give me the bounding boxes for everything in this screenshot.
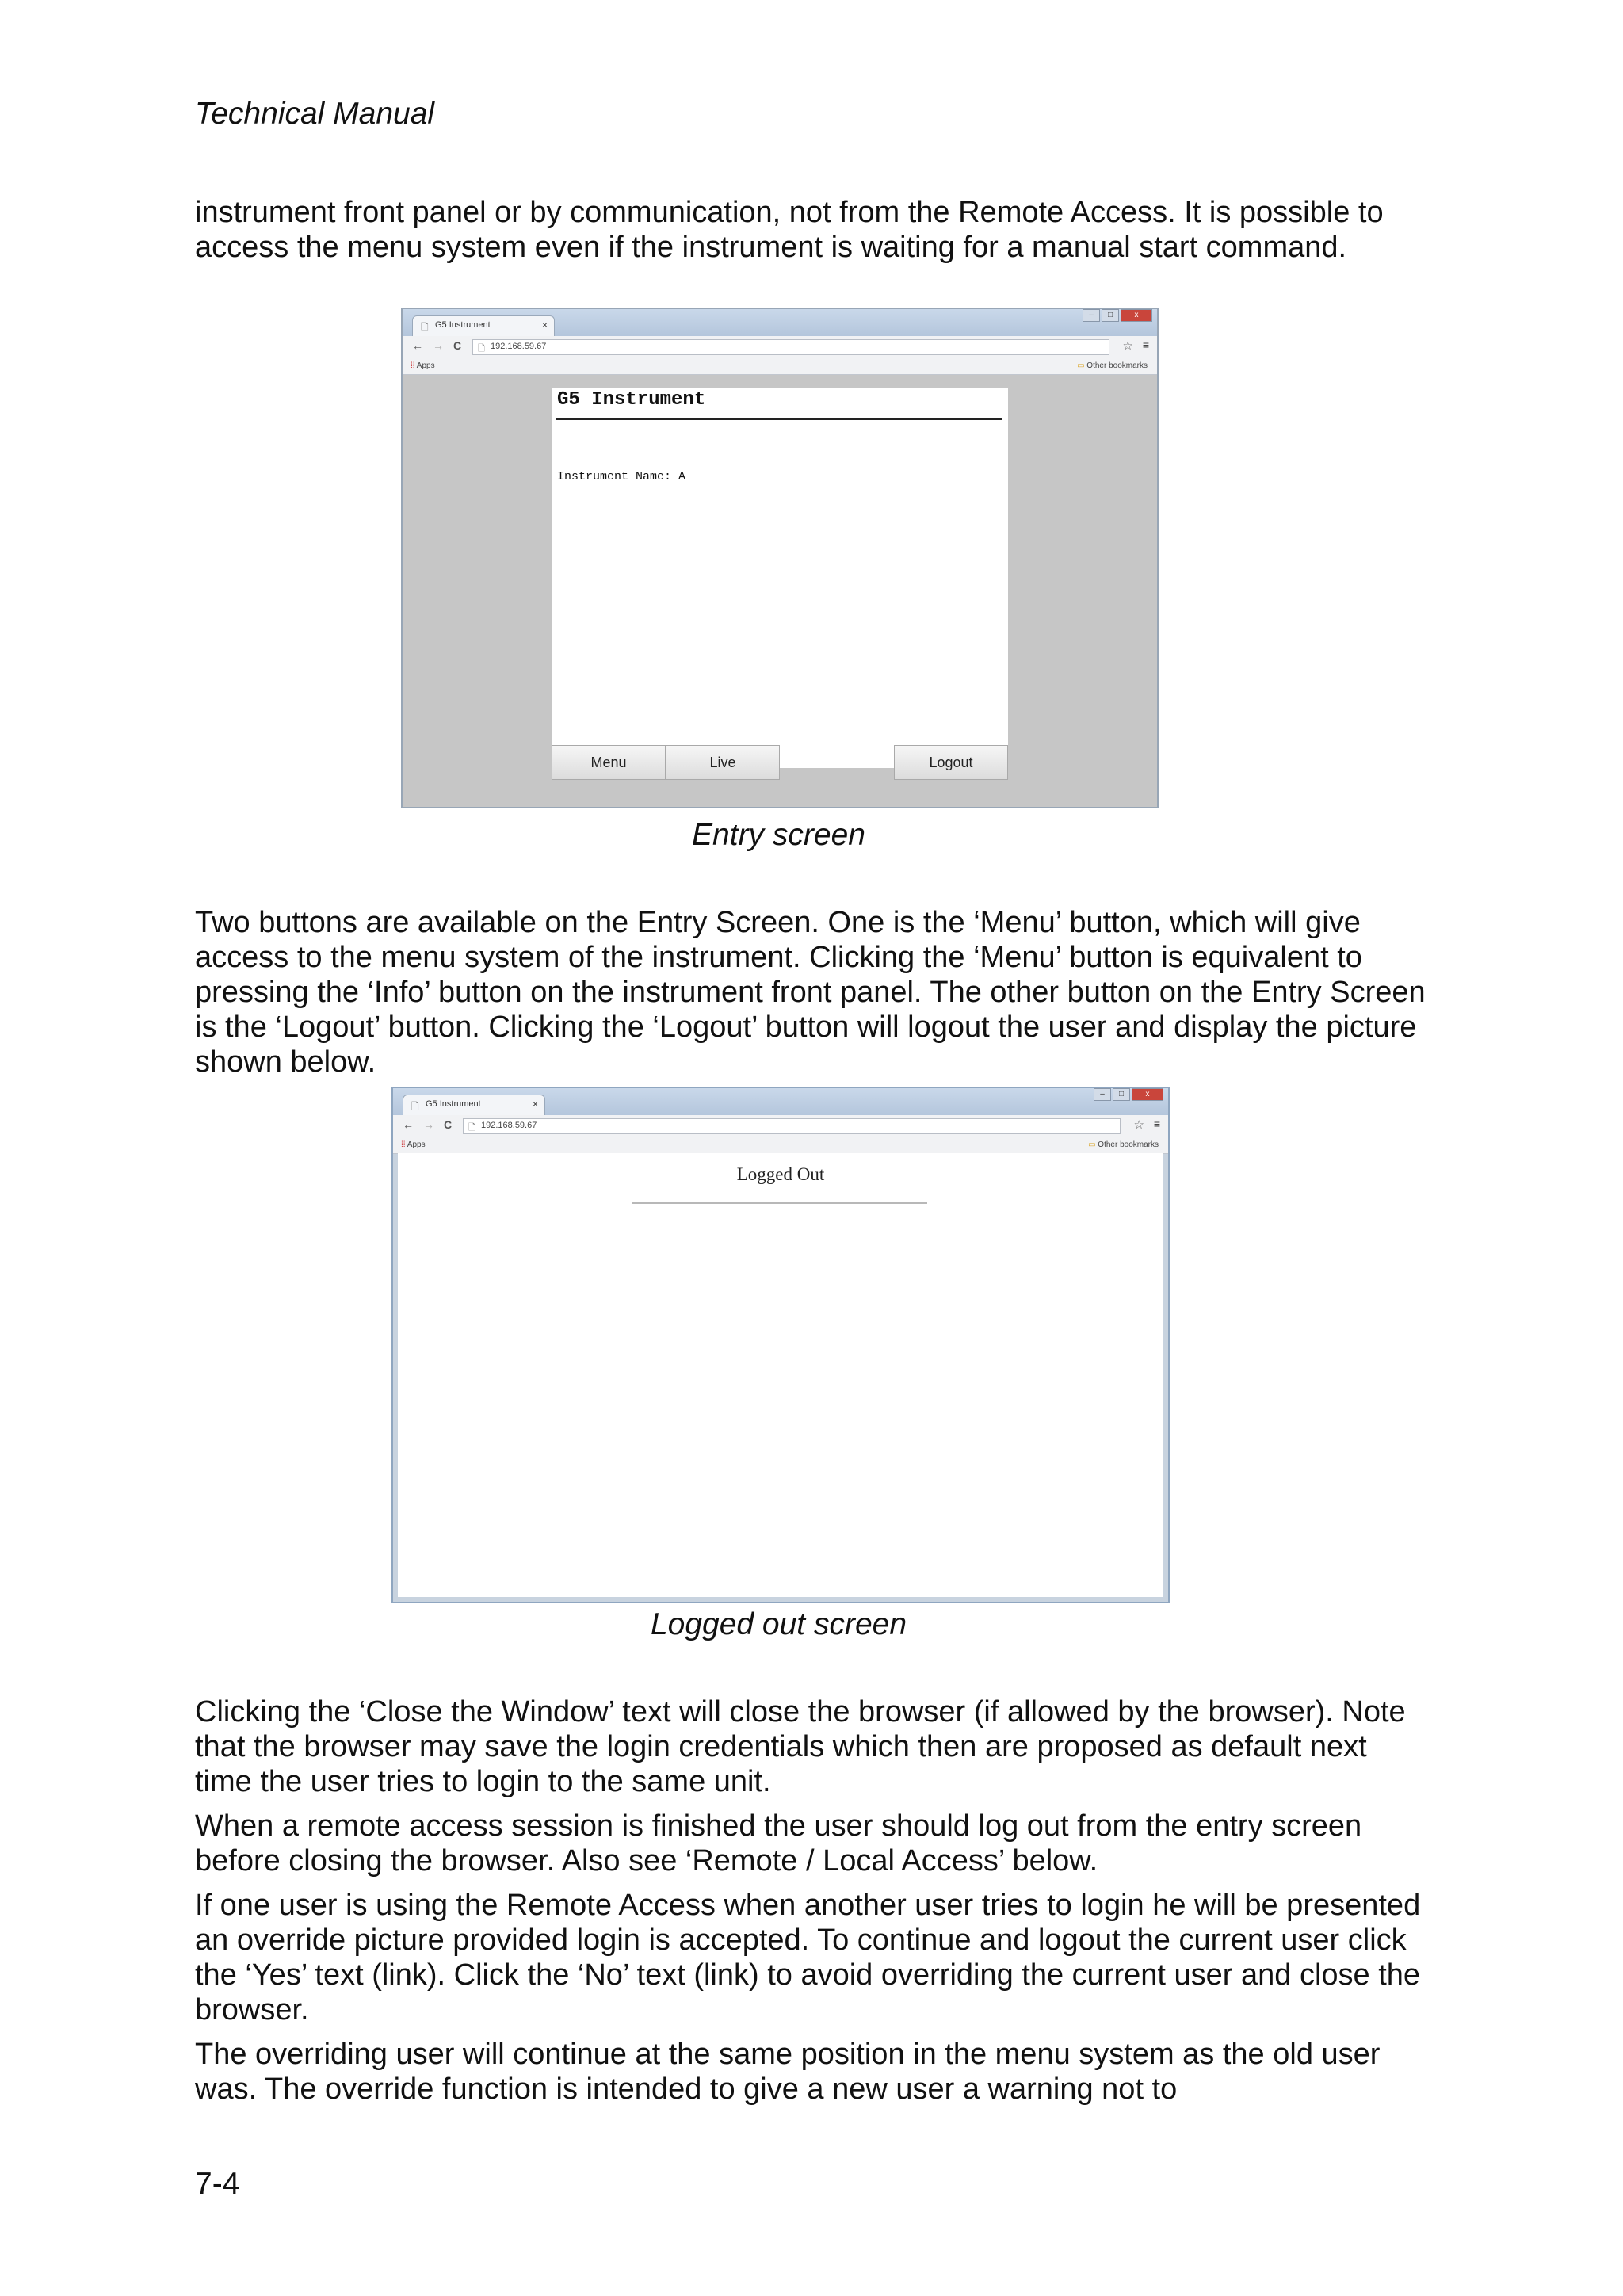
close-tab-icon[interactable]: × xyxy=(541,319,548,330)
entry-screen-screenshot xyxy=(401,308,1159,808)
browser-title-bar xyxy=(393,1088,1168,1115)
back-arrow-icon[interactable]: ← xyxy=(412,339,423,352)
browser-toolbar xyxy=(403,336,1157,359)
apps-label: Apps xyxy=(407,1140,426,1149)
paragraph-1: instrument front panel or by communication, not from the Remote Access. It is possible to access the menu system even if the instrument is waiting for a manual start command. xyxy=(195,196,1384,264)
address-url: 192.168.59.67 xyxy=(481,1121,537,1130)
page-number: 7-4 xyxy=(195,2167,240,2201)
browser-tab[interactable] xyxy=(412,315,555,336)
close-window-icon[interactable]: x xyxy=(1121,309,1152,322)
address-bar[interactable] xyxy=(472,339,1109,355)
browser-viewport xyxy=(403,375,1157,807)
live-button[interactable]: Live xyxy=(666,745,780,780)
browser-menu-icon[interactable]: ≡ xyxy=(1142,338,1149,351)
folder-icon: ▭ xyxy=(1088,1140,1096,1149)
back-arrow-icon[interactable]: ← xyxy=(403,1118,414,1131)
close-tab-icon[interactable]: × xyxy=(532,1098,538,1110)
window-controls xyxy=(1094,1088,1163,1102)
browser-menu-icon[interactable]: ≡ xyxy=(1153,1117,1160,1130)
forward-arrow-icon[interactable]: → xyxy=(423,1118,434,1131)
title-divider xyxy=(556,418,1002,420)
browser-viewport xyxy=(398,1153,1163,1597)
other-bookmarks-label: Other bookmarks xyxy=(1098,1140,1159,1149)
apps-icon: ⁞⁞ xyxy=(411,361,415,370)
logged-out-divider xyxy=(632,1202,927,1204)
menu-button[interactable]: Menu xyxy=(552,745,666,780)
browser-title-bar xyxy=(403,309,1157,336)
instrument-title: G5 Instrument xyxy=(557,389,706,411)
bookmark-star-icon[interactable]: ☆ xyxy=(1133,1118,1144,1132)
document-icon: 🗋 xyxy=(411,1101,419,1112)
apps-shortcut[interactable] xyxy=(411,361,435,370)
browser-toolbar xyxy=(393,1115,1168,1138)
maximize-icon[interactable]: □ xyxy=(1113,1088,1130,1101)
bookmarks-bar xyxy=(403,358,1157,375)
bookmarks-bar xyxy=(393,1137,1168,1154)
paragraph-6: The overriding user will continue at the same position in the menu system as the old user was. The override function is intended to give a new user a warning not to xyxy=(195,2038,1381,2106)
other-bookmarks-label: Other bookmarks xyxy=(1086,361,1148,370)
paragraph-4: When a remote access session is finished the user should log out from the entry screen before closing the browser. Also see ‘Remote / Local Access’ below. xyxy=(195,1809,1362,1878)
address-url: 192.168.59.67 xyxy=(491,342,547,351)
paragraph-2: Two buttons are available on the Entry Screen. One is the ‘Menu’ button, which will give access to the menu system of the instrument. Clicking the ‘Menu’ button is equivalent to pressing the ‘Info’ button on the instrument front panel. The other button on the Entry Screen is the ‘Logout’ button. Clicking the ‘Logout’ button will logout the user and display the picture shown below. xyxy=(195,906,1426,1079)
page-icon: 🗋 xyxy=(468,1123,475,1133)
logout-button[interactable]: Logout xyxy=(894,745,1008,780)
paragraph-3: Clicking the ‘Close the Window’ text will close the browser (if allowed by the browser). Note that the browser may save the login credentials which then are proposed as default next time the user tries to login to the same unit. xyxy=(195,1695,1406,1798)
browser-tab-title: G5 Instrument xyxy=(435,320,491,330)
reload-icon[interactable]: C xyxy=(453,339,462,352)
entry-screen-caption: Entry screen xyxy=(692,818,865,852)
logged-out-caption: Logged out screen xyxy=(650,1607,907,1641)
close-window-icon[interactable]: x xyxy=(1132,1088,1163,1101)
folder-icon: ▭ xyxy=(1077,361,1085,370)
address-bar[interactable] xyxy=(463,1118,1121,1134)
bookmark-star-icon[interactable]: ☆ xyxy=(1122,339,1133,353)
apps-shortcut[interactable] xyxy=(401,1140,426,1149)
browser-tab-title: G5 Instrument xyxy=(426,1099,481,1109)
paragraph-5: If one user is using the Remote Access when another user tries to login he will be presented an override picture provided login is accepted. To continue and logout the current user click the ‘Yes’ text (link). Click the ‘No’ text (link) to avoid overriding the current user and close the browser. xyxy=(195,1889,1421,2027)
running-header: Technical Manual xyxy=(195,97,435,131)
other-bookmarks[interactable] xyxy=(1088,1140,1159,1149)
browser-tab[interactable] xyxy=(403,1095,545,1115)
logged-out-title: Logged Out xyxy=(736,1164,825,1184)
apps-icon: ⁞⁞ xyxy=(401,1140,406,1149)
other-bookmarks[interactable] xyxy=(1077,361,1148,370)
instrument-name-text: Instrument Name: A xyxy=(557,470,686,483)
apps-label: Apps xyxy=(416,361,435,370)
page-icon: 🗋 xyxy=(478,344,485,353)
instrument-panel xyxy=(552,388,1008,768)
document-icon: 🗋 xyxy=(421,322,429,333)
minimize-icon[interactable]: – xyxy=(1083,309,1100,322)
reload-icon[interactable]: C xyxy=(444,1118,453,1131)
minimize-icon[interactable]: – xyxy=(1094,1088,1111,1101)
window-controls xyxy=(1083,309,1152,323)
forward-arrow-icon[interactable]: → xyxy=(433,339,444,352)
maximize-icon[interactable]: □ xyxy=(1102,309,1119,322)
logged-out-screenshot xyxy=(391,1087,1170,1603)
